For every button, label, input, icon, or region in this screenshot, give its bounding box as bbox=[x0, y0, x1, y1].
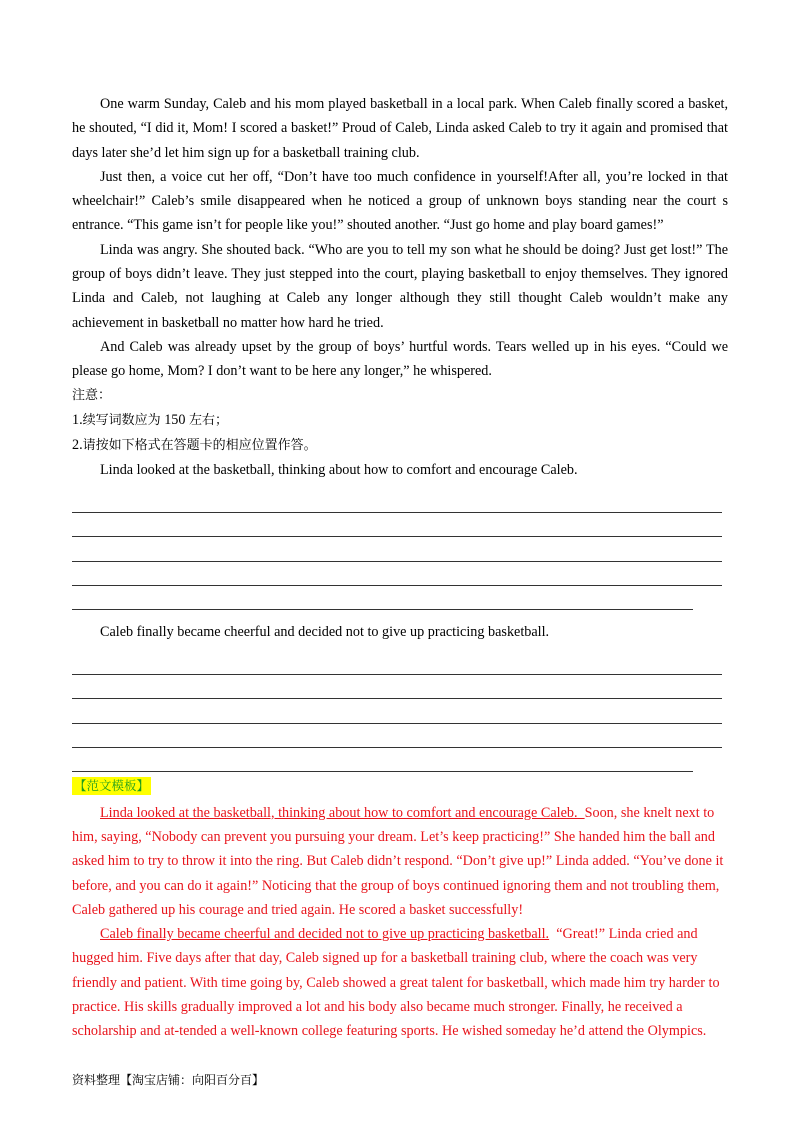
model-tag-row bbox=[72, 772, 728, 798]
notes-item-2-text: 请按如下格式在答题卡的相应位置作答。 bbox=[82, 438, 317, 454]
model-paragraph-1-lead: Linda looked at the basketball, thinking about how to comfort and encourage Caleb. bbox=[100, 804, 578, 821]
answer-line[interactable] bbox=[72, 675, 722, 699]
notes-heading-text: 注意： bbox=[72, 387, 112, 403]
story-paragraph-3: Linda was angry. She shouted back. “Who are you to tell my son what he should be doing? Just get lost!” The group of boys didn’t leave. They just stepped into the court, playing basketball to enjoy themselves. They ignored Linda and Caleb, not laughing at Caleb any longer although they still thought Caleb wouldn’t make any achievement in basketball no matter how hard he tried. bbox=[72, 241, 728, 331]
answer-line[interactable] bbox=[72, 699, 722, 723]
answer-lines-first bbox=[72, 488, 728, 610]
story-paragraph-4: And Caleb was already upset by the group of boys’ hurtful words. Tears welled up in his eyes. “Could we please go home, Mom? I don’t want to be here any longer,” he whispered. bbox=[72, 338, 728, 380]
notes-item-1-number: 1. bbox=[72, 411, 83, 428]
answer-lines-second bbox=[72, 650, 728, 772]
document-body bbox=[72, 92, 728, 1044]
answer-line[interactable] bbox=[72, 748, 693, 772]
notes-item-2 bbox=[72, 433, 728, 458]
answer-line[interactable] bbox=[72, 562, 722, 586]
model-paragraph-1 bbox=[72, 801, 728, 922]
answer-line[interactable] bbox=[72, 650, 722, 674]
model-paragraph-2-lead: Caleb finally became cheerful and decided not to give up practicing basketball. bbox=[100, 926, 550, 943]
notes-item-1-text-b: 左右； bbox=[189, 412, 229, 428]
story-paragraph-1: One warm Sunday, Caleb and his mom played basketball in a local park. When Caleb finally scored a basket, he shouted, “I did it, Mom! I scored a basket!” Proud of Caleb, Linda asked Caleb to try it again and promised that days later she’d let him sign up for a basketball training club. bbox=[72, 96, 728, 161]
model-paragraph-2-body: “Great!” Linda cried and hugged him. Five days after that day, Caleb signed up for a basketball training club, where the coach was very friendly and patient. With time going by, Caleb showed a great talent for basketball, which made him try harder to practice. His skills gradually improved a lot and his body also became much stronger. Finally, he received a scholarship and at-tended a well-known college featuring sports. He wished someday he’d attend the Olympics. bbox=[72, 926, 720, 1040]
notes-item-2-number: 2. bbox=[72, 437, 83, 454]
answer-line[interactable] bbox=[72, 724, 722, 748]
notes-item-1-count: 150 bbox=[160, 411, 190, 428]
notes-item-1-text-a: 续写词数应为 bbox=[82, 412, 161, 428]
model-paragraph-1-lead-gap bbox=[578, 805, 585, 821]
model-tag: 【范文模板】 bbox=[74, 778, 150, 794]
answer-line[interactable] bbox=[72, 513, 722, 537]
notes-heading bbox=[72, 384, 728, 408]
answer-line[interactable] bbox=[72, 586, 693, 610]
prompt-first: Linda looked at the basketball, thinking about how to comfort and encourage Caleb. bbox=[100, 462, 578, 479]
answer-line[interactable] bbox=[72, 537, 722, 561]
answer-line[interactable] bbox=[72, 488, 722, 512]
story-paragraph-2: Just then, a voice cut her off, “Don’t have too much confidence in yourself!After all, you’re locked in that wheelchair!” Caleb’s smile disappeared when he noticed a group of unknown boys standing near the court s entrance. “This game isn’t for people like you!” shouted another. “Just go home and play board games!” bbox=[72, 168, 728, 234]
prompt-second: Caleb finally became cheerful and decided not to give up practicing basketball. bbox=[100, 624, 550, 641]
model-paragraph-2 bbox=[72, 922, 728, 1043]
notes-item-1 bbox=[72, 408, 728, 433]
model-paragraph-1-body: Soon, she knelt next to him, saying, “Nobody can prevent you pursuing your dream. Let’s keep practicing!” She handed him the ball and asked him to try to throw it into the ring. But Caleb didn’t respond. “Don’t give up!” Linda added. “You’ve done it before, and you can do it again!” Noticing that the group of boys continued ignoring them and not troubling them, Caleb gathered up his courage and tried again. He scored a basket successfully! bbox=[72, 804, 724, 918]
footer-source: 资料整理【淘宝店铺：向阳百分百】 bbox=[72, 1073, 265, 1087]
